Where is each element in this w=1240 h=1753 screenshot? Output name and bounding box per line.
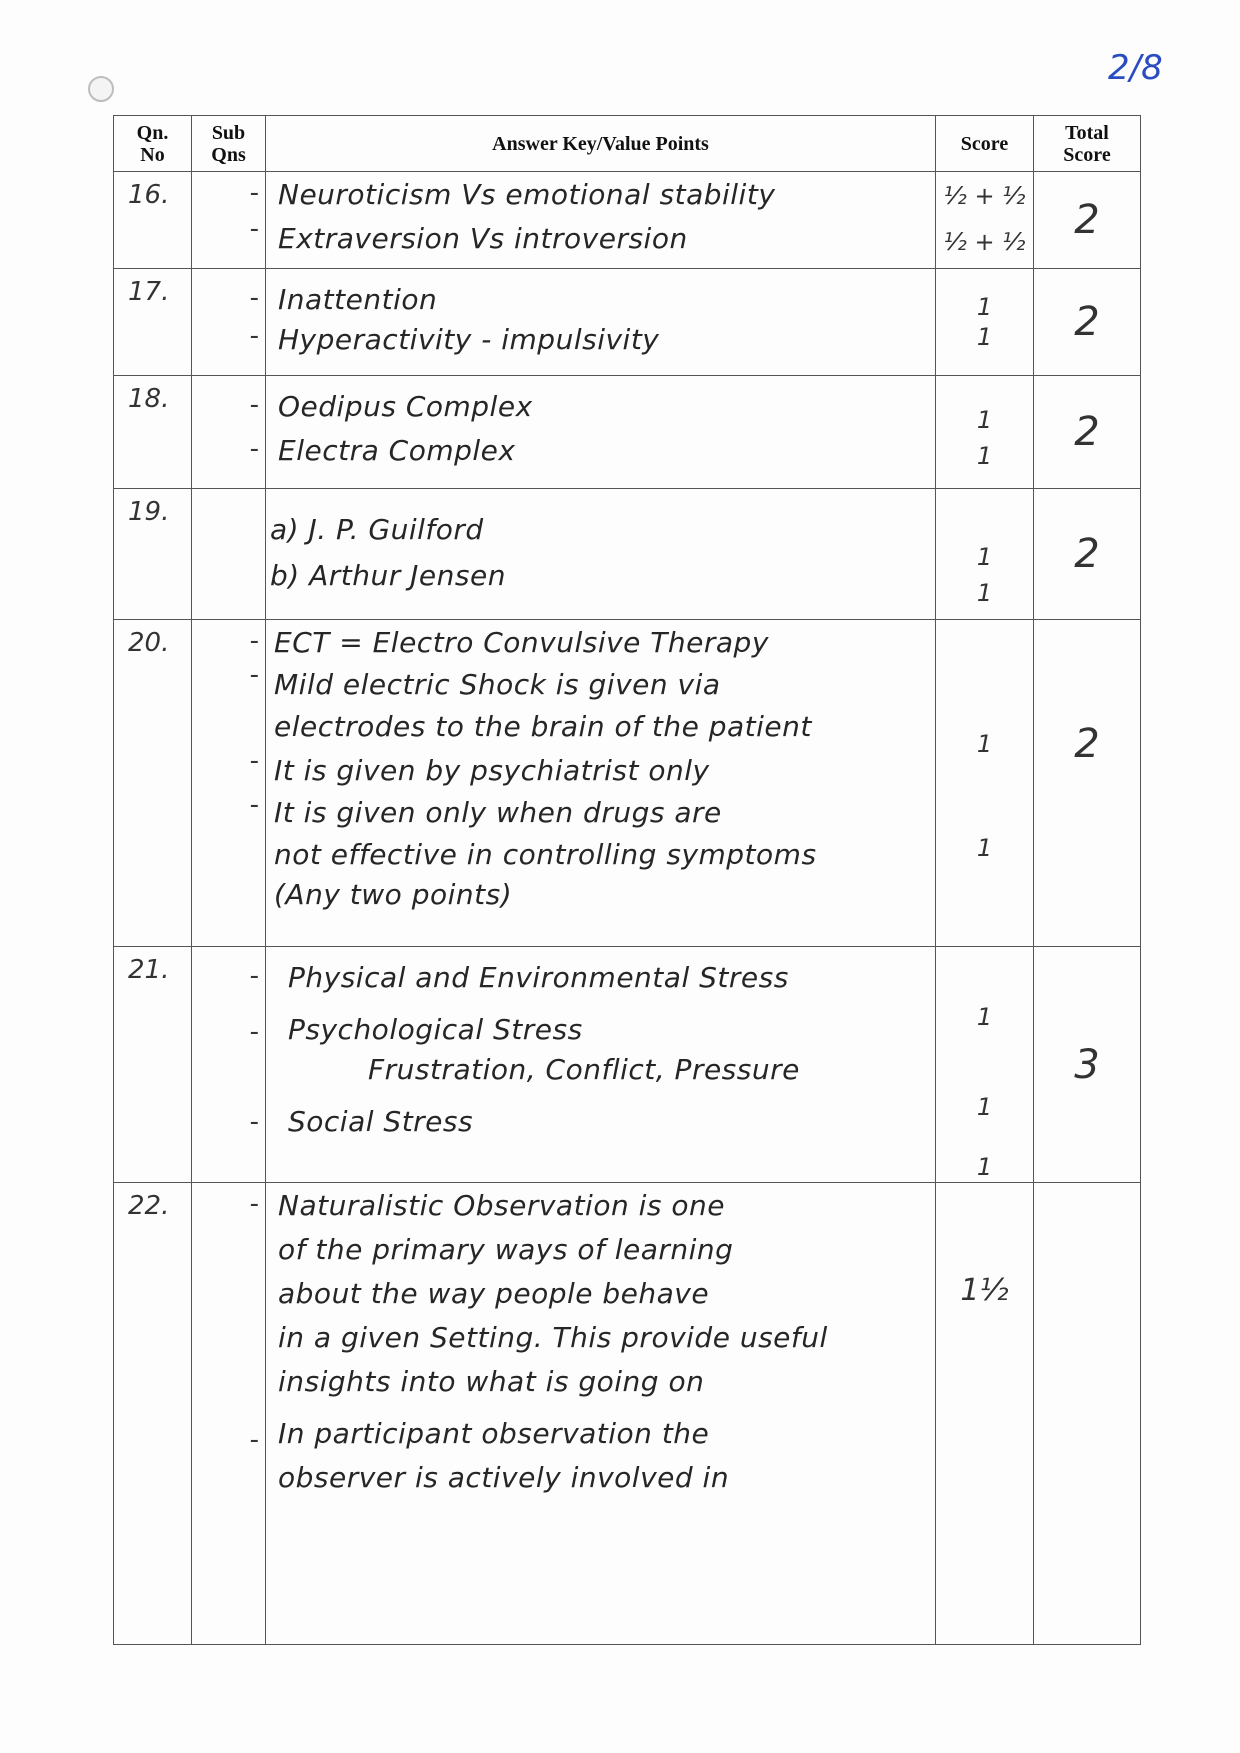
score-cell: [936, 620, 1034, 947]
question-number: 16.: [114, 172, 192, 269]
answer-line: Extraversion Vs introversion: [278, 222, 688, 255]
score-cell: [936, 1183, 1034, 1645]
score-cell: [936, 376, 1034, 489]
question-number: 18.: [114, 376, 192, 489]
answer-line: in a given Setting. This provide useful: [278, 1321, 828, 1354]
table-row: [114, 1183, 1141, 1645]
answer-line: Psychological Stress: [288, 1013, 583, 1046]
score-value: 1: [976, 730, 993, 758]
answer-line: insights into what is going on: [278, 1365, 705, 1398]
score-cell: [936, 269, 1034, 376]
question-number: 22.: [114, 1183, 192, 1645]
answer-line: a) J. P. Guilford: [270, 513, 484, 546]
answer-line: Mild electric Shock is given via: [274, 668, 721, 701]
sub-dash: -: [249, 434, 259, 464]
total-score: 2: [1034, 172, 1141, 269]
sub-dash: -: [249, 1425, 259, 1455]
header-row: [114, 116, 1141, 172]
header-total-line1: Total: [1065, 121, 1109, 144]
sub-dash: -: [249, 746, 259, 776]
header-answer-key: Answer Key/Value Points: [266, 116, 936, 172]
answer-cell: [266, 620, 936, 947]
answer-line: observer is actively involved in: [278, 1461, 730, 1494]
header-qn-no: [114, 116, 192, 172]
answer-line: electrodes to the brain of the patient: [274, 710, 812, 743]
answer-line: Physical and Environmental Stress: [288, 961, 789, 994]
answer-cell: [266, 1183, 936, 1645]
answer-line: Hyperactivity - impulsivity: [278, 323, 660, 356]
sub-dash: -: [249, 321, 259, 351]
score-value: 1: [976, 442, 993, 470]
score-cell: [936, 172, 1034, 269]
header-score: Score: [936, 116, 1034, 172]
total-score: 2: [1034, 489, 1141, 620]
answer-line: It is given by psychiatrist only: [274, 754, 710, 787]
score-value: 1: [976, 834, 993, 862]
score-value: 1: [976, 293, 993, 321]
score-cell: [936, 489, 1034, 620]
punch-hole: [88, 76, 114, 102]
total-score: 3: [1034, 947, 1141, 1183]
question-number: 20.: [114, 620, 192, 947]
total-score: 2: [1034, 269, 1141, 376]
sub-dash: -: [249, 1107, 259, 1137]
sub-dash: -: [249, 283, 259, 313]
total-score: [1034, 1183, 1141, 1645]
header-qn-line2: No: [140, 143, 165, 166]
answer-cell: [266, 376, 936, 489]
sub-dash: -: [249, 790, 259, 820]
score-value: 1: [976, 1153, 993, 1181]
table-row: [114, 172, 1141, 269]
score-value: 1: [976, 543, 993, 571]
header-sub-line1: Sub: [211, 121, 246, 144]
answer-line: Frustration, Conflict, Pressure: [368, 1053, 800, 1086]
question-number: 21.: [114, 947, 192, 1183]
question-number: 17.: [114, 269, 192, 376]
sub-dash: -: [249, 178, 259, 208]
score-value: 1: [976, 579, 993, 607]
answer-cell: [266, 489, 936, 620]
header-total-score: [1034, 116, 1141, 172]
sub-question-marks: [192, 620, 266, 947]
score-value: 1: [976, 323, 993, 351]
score-value: 1: [976, 1093, 993, 1121]
header-sub-line2: Qns: [211, 143, 246, 166]
answer-line: Social Stress: [288, 1105, 474, 1138]
answer-key-table: [113, 115, 1141, 1645]
answer-line: (Any two points): [274, 878, 513, 911]
answer-line: In participant observation the: [278, 1417, 710, 1450]
score-cell: [936, 947, 1034, 1183]
total-score: 2: [1034, 376, 1141, 489]
answer-line: Electra Complex: [278, 434, 516, 467]
score-value: 1½: [960, 1273, 1009, 1308]
sub-dash: -: [249, 390, 259, 420]
score-value: ½ + ½: [943, 182, 1026, 210]
question-number: 19.: [114, 489, 192, 620]
table-row: [114, 489, 1141, 620]
sub-question-marks: [192, 269, 266, 376]
sub-question-marks: [192, 1183, 266, 1645]
sub-dash: -: [249, 1017, 259, 1047]
table-row: [114, 620, 1141, 947]
answer-cell: [266, 269, 936, 376]
answer-line: of the primary ways of learning: [278, 1233, 734, 1266]
sub-question-marks: [192, 947, 266, 1183]
score-value: ½ + ½: [943, 228, 1026, 256]
score-value: 1: [976, 1003, 993, 1031]
answer-line: Oedipus Complex: [278, 390, 533, 423]
answer-line: Naturalistic Observation is one: [278, 1189, 725, 1222]
sub-question-marks: [192, 172, 266, 269]
sub-dash: -: [249, 626, 259, 656]
total-value: 2: [1074, 721, 1100, 767]
sub-question-marks: [192, 489, 266, 620]
answer-line: b) Arthur Jensen: [270, 559, 506, 592]
score-value: 1: [976, 406, 993, 434]
total-score: [1034, 620, 1141, 947]
sub-dash: -: [249, 660, 259, 690]
sub-question-marks: [192, 376, 266, 489]
answer-cell: [266, 172, 936, 269]
sub-dash: -: [249, 961, 259, 991]
header-qn-line1: Qn.: [136, 121, 169, 144]
answer-line: not effective in controlling symptoms: [274, 838, 817, 871]
table-row: [114, 376, 1141, 489]
answer-line: ECT = Electro Convulsive Therapy: [274, 626, 769, 659]
table-row: [114, 947, 1141, 1183]
answer-line: about the way people behave: [278, 1277, 710, 1310]
header-total-line2: Score: [1063, 143, 1111, 166]
answer-line: Neuroticism Vs emotional stability: [278, 178, 776, 211]
answer-line: It is given only when drugs are: [274, 796, 722, 829]
sub-dash: -: [249, 1189, 259, 1219]
page-number: 2/8: [1108, 48, 1163, 88]
table-row: [114, 269, 1141, 376]
answer-cell: [266, 947, 936, 1183]
sub-dash: -: [249, 214, 259, 244]
header-sub-qns: [192, 116, 266, 172]
answer-line: Inattention: [278, 283, 438, 316]
